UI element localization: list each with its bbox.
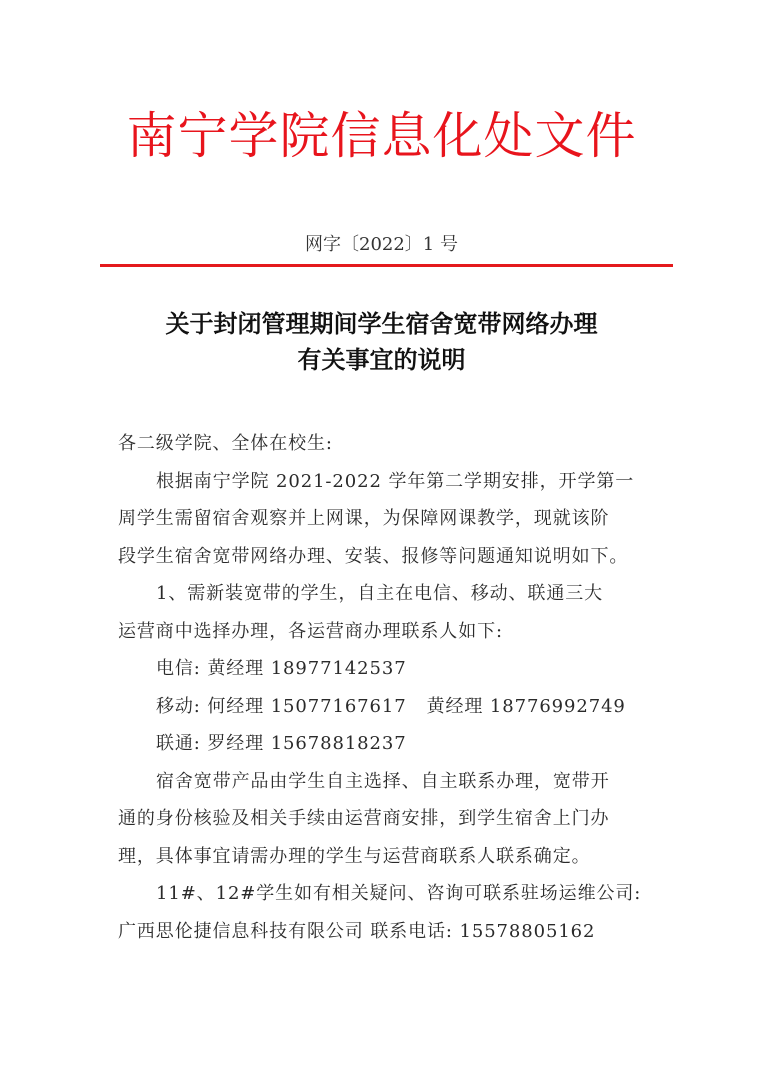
paragraph-3-line-3: 理，具体事宜请需办理的学生与运营商联系人联系确定。: [118, 845, 591, 867]
paragraph-3-line-2: 通的身份核验及相关手续由运营商安排，到学生宿舍上门办: [118, 808, 610, 829]
salutation: 各二级学院、全体在校生:: [118, 433, 333, 454]
paragraph-1-line-1: 根据南宁学院 2021-2022 学年第二学期安排，开学第一: [156, 470, 635, 492]
document-subject: [0, 306, 763, 378]
contact-mobile-a: 移动: 何经理 15077167617: [156, 695, 407, 717]
red-divider-line: [100, 264, 673, 267]
paragraph-2-line-1: 1、需新装宽带的学生，自主在电信、移动、联通三大: [156, 583, 604, 604]
document-header-title: 南宁学院信息化处文件: [126, 107, 637, 165]
document-number: 网字〔2022〕1 号: [305, 234, 458, 255]
contact-mobile-b: 黄经理 18776992749: [426, 695, 626, 717]
subject-line-2: 有关事宜的说明: [297, 346, 466, 374]
paragraph-4-line-1: 11#、12#学生如有相关疑问、咨询可联系驻场运维公司:: [156, 883, 642, 904]
paragraph-2-line-2: 运营商中选择办理，各运营商办理联系人如下:: [118, 620, 503, 642]
subject-line-1: 关于封闭管理期间学生宿舍宽带网络办理: [165, 310, 598, 338]
paragraph-1-line-2: 周学生需留宿舍观察并上网课，为保障网课教学，现就该阶: [118, 508, 610, 529]
paragraph-3-line-1: 宿舍宽带产品由学生自主选择、自主联系办理，宽带开: [156, 770, 610, 792]
document-body: [118, 425, 648, 950]
paragraph-1-line-3: 段学生宿舍宽带网络办理、安装、报修等问题通知说明如下。: [118, 545, 629, 567]
contact-unicom: 联通: 罗经理 15678818237: [156, 733, 407, 754]
paragraph-4-line-2: 广西思伦捷信息科技有限公司 联系电话: 15578805162: [118, 920, 596, 942]
contact-mobile: [118, 688, 648, 726]
contact-telecom: 电信: 黄经理 18977142537: [156, 658, 407, 679]
